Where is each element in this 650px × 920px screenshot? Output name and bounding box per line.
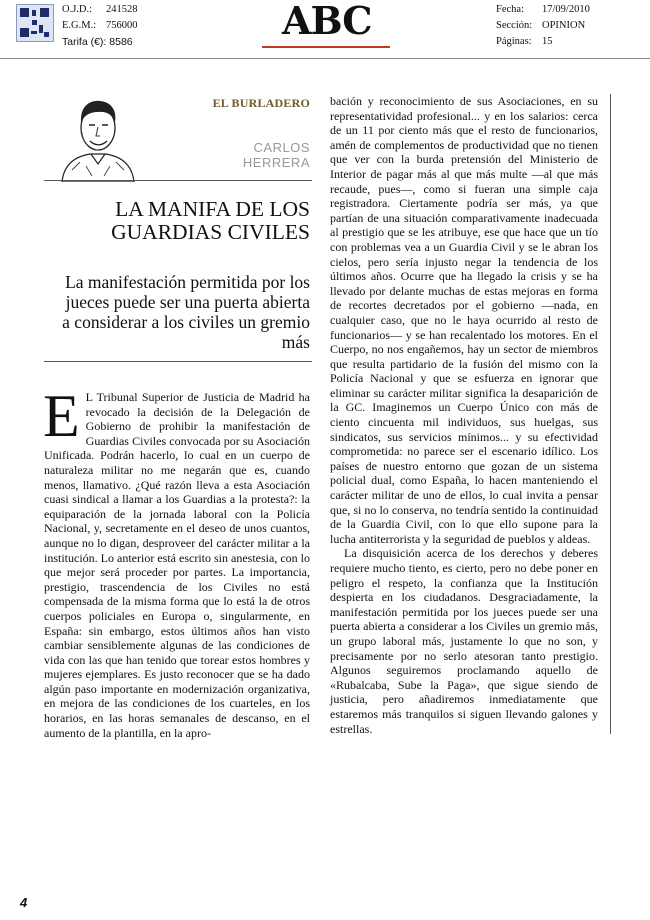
paginas-label: Páginas:: [496, 36, 532, 47]
page-number: 4: [20, 895, 28, 910]
logo-underline: [262, 46, 390, 48]
author-portrait: [56, 92, 140, 182]
egm-value: 756000: [106, 20, 138, 31]
newspaper-logo: ABC: [282, 0, 372, 43]
fecha-label: Fecha:: [496, 4, 524, 15]
paginas-value: 15: [542, 36, 553, 47]
section-heading: EL BURLADERO: [212, 96, 310, 110]
ojd-label: O.J.D.:: [62, 4, 93, 15]
article-title: LA MANIFA DE LOS GUARDIAS CIVILES: [111, 197, 310, 244]
circulation-info: [62, 2, 138, 50]
author-name: [190, 140, 310, 170]
tarifa-label: Tarifa (€):: [62, 36, 107, 48]
clipping-header: [0, 0, 650, 58]
barcode-icon: [16, 4, 54, 42]
article-column-2: [330, 94, 598, 736]
column-2-paragraph-1: bación y reconocimiento de sus Asociaciones, en su representatividad profesional... y en los salarios: cerca de un 11 por ciento más que el resto de funcionarios, amén de complementos de productividad que no tienen que ver con la burda pretensión del Ministerio de Interior de pagar más al que más multe —al que más recaude, pues—, como si fueran una simple caja registradora. Ciertamente podría ser más, ya que partían de una situación comparativamente inadecuada al prestigio que se les atribuye, ese que hace que un tío con problemas vea a un Guardia Civil y se le abran los cielos, pero sería injusto negar la tendencia de los últimos años. Ocurre que ha llegado la crisis y se ha llevado por delante muchas de estas mejoras en forma de recortes decretados por el gobierno —nada, en cualquier caso, que no le haya ocurrido al resto de funcionarios— y se han recalentado los motores. En el Cuerpo, no nos engañemos, hay un sector de miembros que resulta partidario de la fusión del mismo con la Policía Nacional y que se esfuerza en ignorar que eliminar su carácter militar significa la desaparición de la GC. Imaginemos un Cuerpo Único con más de ciento cincuenta mil individuos, sus huelgas, sus sindicatos, sus servicios mínimos... y su efectividad comprometida: no parece ser el escenario idílico. Los países de nuestro entorno que gozan de un sistema policial dual, como España, lo hacen manteniendo el carácter militar de uno de ellos, lo cual invita a pensar que, si no lo conserva, no tendría sentido la continuidad de la Guardia Civil, con lo que ello supone para la lucha antiterrorista y la seguridad de pueblos y aldeas.: [330, 94, 598, 546]
tarifa-value: 8586: [109, 36, 133, 48]
article-subtitle: La manifestación permitida por los jueces puede ser una puerta abierta a considerar a los civiles un gremio más: [62, 272, 310, 352]
column-divider: [610, 94, 611, 734]
author-first-name: CARLOS: [253, 140, 310, 155]
column-1-text: L Tribunal Superior de Justicia de Madrid ha revocado la decisión de la Delegación de Gobierno de prohibir la manifestación de Guardias Civiles convocada por su Asociación Unificada. Podrán hacerlo, lo cual en un cuerpo de naturaleza militar no me negarán que es, cuando menos, llamativo. ¿Qué razón lleva a esta Asociación cuasi sindical a llamar a los Guardias a la protesta?: la equiparación de la jornada laboral con la Policía Nacional, y, secretamente en el deseo de unos cuantos, aunque no lo digan, desproveer del carácter militar a la institución. Lo anterior está escrito sin anestesia, con lo que mejor será proceder por partes. La importancia, prestigio, trascendencia de los Civiles no está compensada de la misma forma que lo está la de otros cuerpos policiales en Europa o, singularmente, en España: sin embargo, estos últimos años han visto cambiar sensiblemente algunas de las condiciones de vida con las que han tenido que torear estos hombres y mujeres ejemplares. Es justo reconocer que se ha dado algún paso importante en modernización organizativa, en mejora de las condiciones de los cuarteles, en los horarios, en las horas semanales de descanso, en el aumento de la plantilla, en la apro-: [44, 390, 310, 740]
author-divider: [44, 180, 312, 181]
article-column-1: [43, 383, 310, 740]
column-2-paragraph-2: La disquisición acerca de los derechos y deberes requiere mucho tiento, es cierto, pero no debe poner en peligro el respeto, la confianza que la Institución despierta en los ciudadanos. Desgraciadamente, la manifestación permitida por los jueces puede ser una puerta abierta a considerar a los Civiles un gremio más, un grupo laboral más, justamente lo que no son, y precisamente por no serlo atesoran tanto prestigio. Algunos seguiremos proclamando aquello de «Rubalcaba, Sube la Paga», que sigue siendo de justicia, pero añadiremos inmediatamente que estaremos más tranquilos si siguen llevando galones y estrellas.: [330, 546, 598, 736]
subtitle-divider: [44, 361, 312, 362]
header-divider: [0, 58, 650, 59]
seccion-label: Sección:: [496, 20, 533, 31]
fecha-value: 17/09/2010: [542, 4, 590, 15]
egm-label: E.G.M.:: [62, 20, 97, 31]
ojd-value: 241528: [106, 4, 138, 15]
seccion-value: OPINION: [542, 20, 586, 31]
drop-cap: E: [43, 383, 80, 449]
author-last-name: HERRERA: [242, 155, 310, 170]
publication-info: [496, 2, 590, 50]
